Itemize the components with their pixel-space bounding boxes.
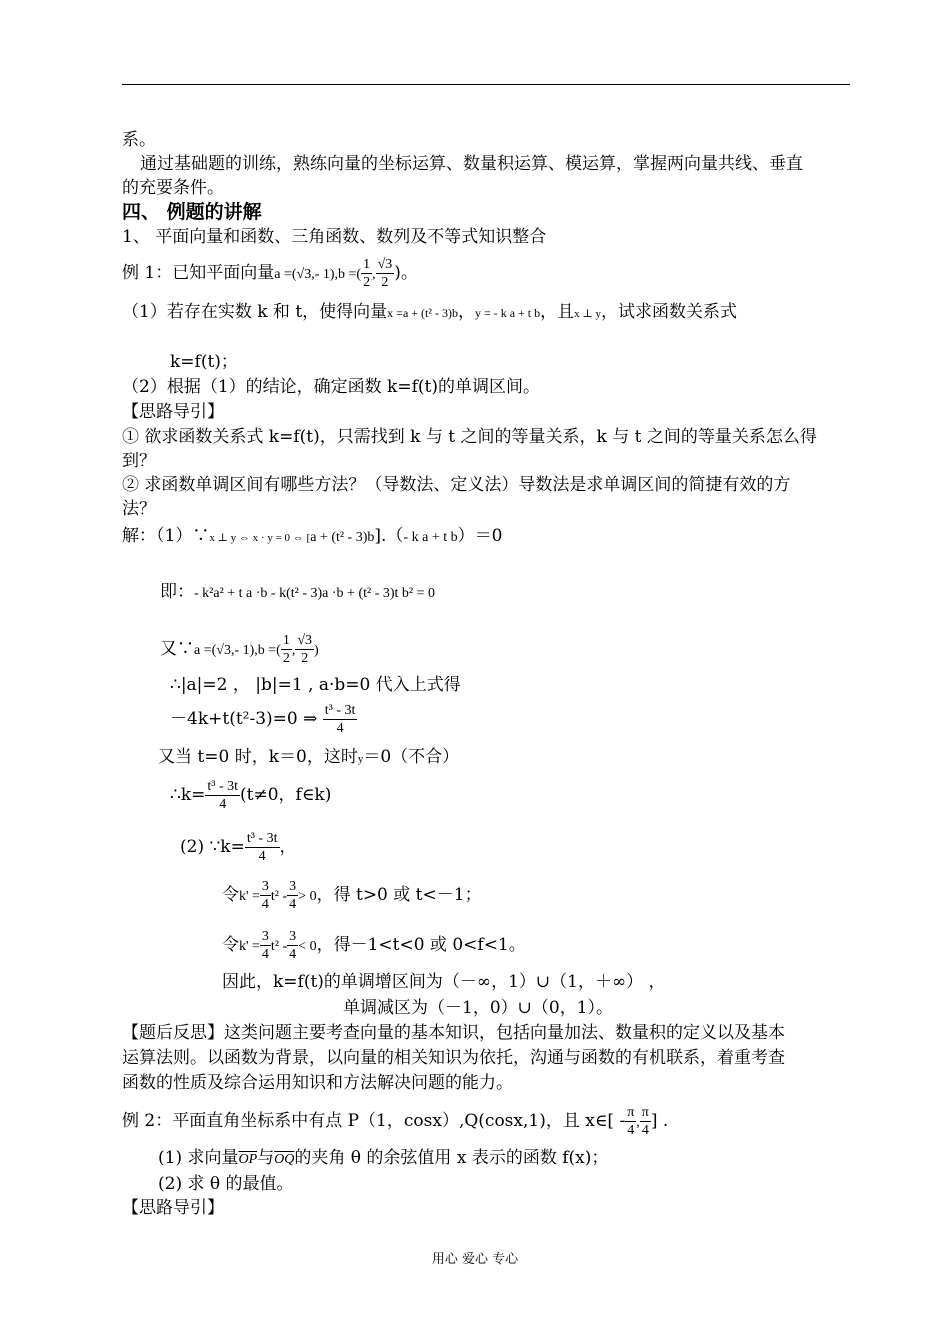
fraction: $\frac{3}{4}$ — [261, 879, 269, 912]
example-2-line: 例 2：平面直角坐标系中有点 P（1，cosx）,Q(cosx,1)，且 x∈[ - $\frac{\pi}{4}$ , $\frac{\pi}{4}$ ] . — [122, 1105, 669, 1138]
text-line: (2) 求 θ 的最值。 — [158, 1174, 294, 1194]
fraction: $\frac{\text{t³ - 3t}}{4}$ — [207, 779, 239, 812]
fraction: $\frac{1}{2}$ — [282, 633, 290, 666]
fraction: $\frac{√3}{2}$ — [377, 257, 393, 290]
equation-line: 即：- k²a² + t a ·b - k(t² - 3)a ·b + (t² - 3)t b² = 0 — [160, 582, 435, 602]
fraction: $\frac{3}{4}$ — [289, 879, 297, 912]
page-footer: 用心 爱心 专心 — [431, 1252, 519, 1267]
fraction: $\frac{\pi}{4}$ — [627, 1105, 635, 1138]
fraction: $\frac{\pi}{4}$ — [641, 1105, 649, 1138]
text-line: (1) 求向量$\overline{OP}$与$\overline{OQ}$的夹角 θ 的余弦值用 x 表示的函数 f(x)； — [158, 1148, 609, 1168]
text-line: 的充要条件。 — [122, 178, 224, 198]
fraction: $\frac{√3}{2}$ — [297, 633, 313, 666]
equation-line: 令k' = $\frac{3}{4}$ t² - $\frac{3}{4}$ < 0，得－1<t<0 或 0<f<1。 — [222, 929, 526, 962]
section-heading: 四、 例题的讲解 — [122, 201, 262, 223]
text-line: 运算法则。以函数为背景，以向量的相关知识为依托，沟通与函数的有机联系，着重考查 — [122, 1048, 785, 1068]
header-rule — [122, 84, 850, 85]
text-line: 【题后反思】这类问题主要考查向量的基本知识，包括向量加法、数量积的定义以及基本 — [122, 1023, 785, 1043]
text-line: 到？ — [122, 451, 156, 471]
equation-line: (2) ∵k= $\frac{\text{t³ - 3t}}{4}$ ， — [180, 831, 297, 864]
fraction: $\frac{\text{t³ - 3t}}{4}$ — [324, 703, 356, 736]
equation-line: 令k' = $\frac{3}{4}$ t² - $\frac{3}{4}$ > 0，得 t>0 或 t<－1； — [222, 879, 482, 912]
fraction: $\frac{3}{4}$ — [289, 929, 297, 962]
text-line: 系。 — [122, 130, 156, 150]
text-line: ① 欲求函数关系式 k=f(t)，只需找到 k 与 t 之间的等量关系，k 与 t 之间的等量关系怎么得 — [122, 427, 817, 447]
text-line: 法？ — [122, 499, 156, 519]
text-line: 又当 t=0 时，k＝0，这时y＝0（不合） — [158, 747, 460, 767]
fraction: $\frac{1}{2}$ — [363, 257, 371, 290]
fraction: $\frac{3}{4}$ — [261, 929, 269, 962]
text-line: 函数的性质及综合运用知识和方法解决问题的能力。 — [122, 1073, 513, 1093]
fraction: $\frac{\text{t³ - 3t}}{4}$ — [246, 831, 278, 864]
equation-line: －4k+t(t²-3)=0 ⇒ $\frac{\text{t³ - 3t}}{4}$ — [170, 703, 356, 736]
text-line: 通过基础题的训练，熟练向量的坐标运算、数量积运算、模运算，掌握两向量共线、垂直 — [140, 154, 803, 174]
example-1-line: 例 1：已知平面向量a =(√3,- 1),b =( $\frac{1}{2}$ , $\frac{√3}{2}$ )。 — [122, 257, 418, 290]
guide-heading: 【思路导引】 — [122, 402, 224, 422]
text-line: 1、 平面向量和函数、三角函数、数列及不等式知识整合 — [122, 227, 547, 247]
text-line: 单调减区为（－1，0）∪（0，1）。 — [343, 998, 614, 1018]
text-line: k=f(t)； — [170, 352, 238, 372]
question-1-line: （1）若存在实数 k 和 t，使得向量x =a + (t² - 3)b，y = - k a + t b，且x ⊥ y，试求函数关系式 — [122, 302, 738, 322]
text-line: （2）根据（1）的结论，确定函数 k=f(t)的单调区间。 — [122, 377, 540, 397]
solution-line: 解：（1）∵x ⊥ y ⇔ x · y = 0 ⇔ [a + (t² - 3)b].（- k a + t b）＝0 — [122, 526, 503, 546]
equation-line: ∴k= $\frac{\text{t³ - 3t}}{4}$ (t≠0，f∈k) — [170, 779, 332, 812]
guide-heading: 【思路导引】 — [122, 1198, 224, 1218]
text-line: 因此，k=f(t)的单调增区间为（－∞，1）∪（1，＋∞） ， — [222, 972, 666, 992]
text-line: ∴|a|=2 ， |b|=1 , a·b=0 代入上式得 — [170, 675, 461, 695]
equation-line: 又∵a =(√3,- 1),b =( $\frac{1}{2}$ , $\frac{√3}{2}$ ) — [160, 633, 319, 666]
text-line: ② 求函数单调区间有哪些方法？（导数法、定义法）导数法是求单调区间的简捷有效的方 — [122, 475, 791, 495]
